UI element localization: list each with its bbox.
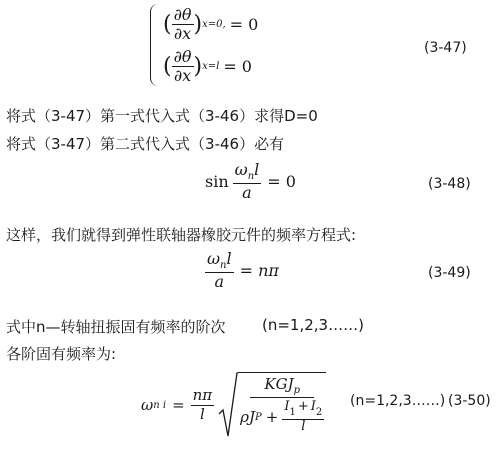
wave-speed-symbol: a	[242, 182, 252, 202]
eq349-number: (3-49)	[428, 265, 471, 281]
omega-symbol: ω	[207, 249, 221, 268]
eq347-row2-subscript: x=l	[202, 61, 220, 73]
text-line-2: 将式（3-47）第二式代入式（3-46）必有	[6, 135, 285, 153]
sin-operator: sin	[205, 171, 229, 191]
equals-sign: =	[172, 396, 185, 414]
radical-sign-icon	[218, 372, 238, 438]
frac-numerator: nπ	[192, 386, 213, 405]
text-line-4: 式中n—转轴扭振固有频率的阶次	[6, 318, 226, 336]
length-symbol: l	[226, 249, 232, 268]
system-brace	[150, 4, 160, 86]
eq348-number: (3-48)	[428, 176, 471, 192]
eq350-range: (n=1,2,3……)	[350, 393, 446, 409]
eq347-number: (3-47)	[424, 40, 467, 56]
eq347-row1: ( $\frac{\partial\theta}{\partial x}$ ) x=0, = 0	[163, 5, 259, 44]
root-numerator: $KGJ_p$	[250, 375, 314, 398]
omega-subscript: n	[247, 171, 255, 182]
omega-subscript: n	[220, 260, 227, 271]
eq347-row2-rhs: = 0	[223, 57, 252, 77]
eq348-rhs: = 0	[267, 171, 296, 191]
text-line-3: 这样，我们就得到弹性联轴器橡胶元件的频率方程式:	[6, 226, 357, 244]
eq348	[205, 161, 296, 202]
length-symbol: l	[254, 160, 260, 179]
partial-x: ∂x	[173, 66, 192, 86]
omega-subscript: n i	[153, 399, 167, 411]
root-denominator: ρJ P + $\frac{I_1 + I_2}{l}$	[240, 399, 323, 434]
square-root	[218, 372, 326, 438]
wave-speed-symbol: a	[214, 271, 225, 291]
partial-theta: ∂θ	[173, 5, 192, 24]
partial-x: ∂x	[173, 24, 192, 44]
eq350-number: (3-50)	[448, 393, 491, 409]
omega-symbol: ω	[141, 396, 154, 414]
eq350	[141, 372, 326, 438]
text-line-4-range: (n=1,2,3……)	[262, 316, 364, 334]
frac-denominator: l	[200, 404, 205, 423]
partial-theta: ∂θ	[173, 47, 192, 66]
eq349-rhs: = nπ	[239, 260, 279, 280]
eq347-row1-subscript: x=0,	[202, 19, 226, 31]
eq349	[205, 250, 279, 291]
eq347-row1-rhs: = 0	[229, 15, 259, 35]
omega-symbol: ω	[234, 160, 248, 179]
text-line-1: 将式（3-47）第一式代入式（3-46）求得D=0	[6, 107, 318, 125]
text-line-5: 各阶固有频率为:	[6, 345, 117, 363]
eq347-row2: ( $\frac{\partial\theta}{\partial x}$ ) x=l = 0	[163, 47, 252, 86]
